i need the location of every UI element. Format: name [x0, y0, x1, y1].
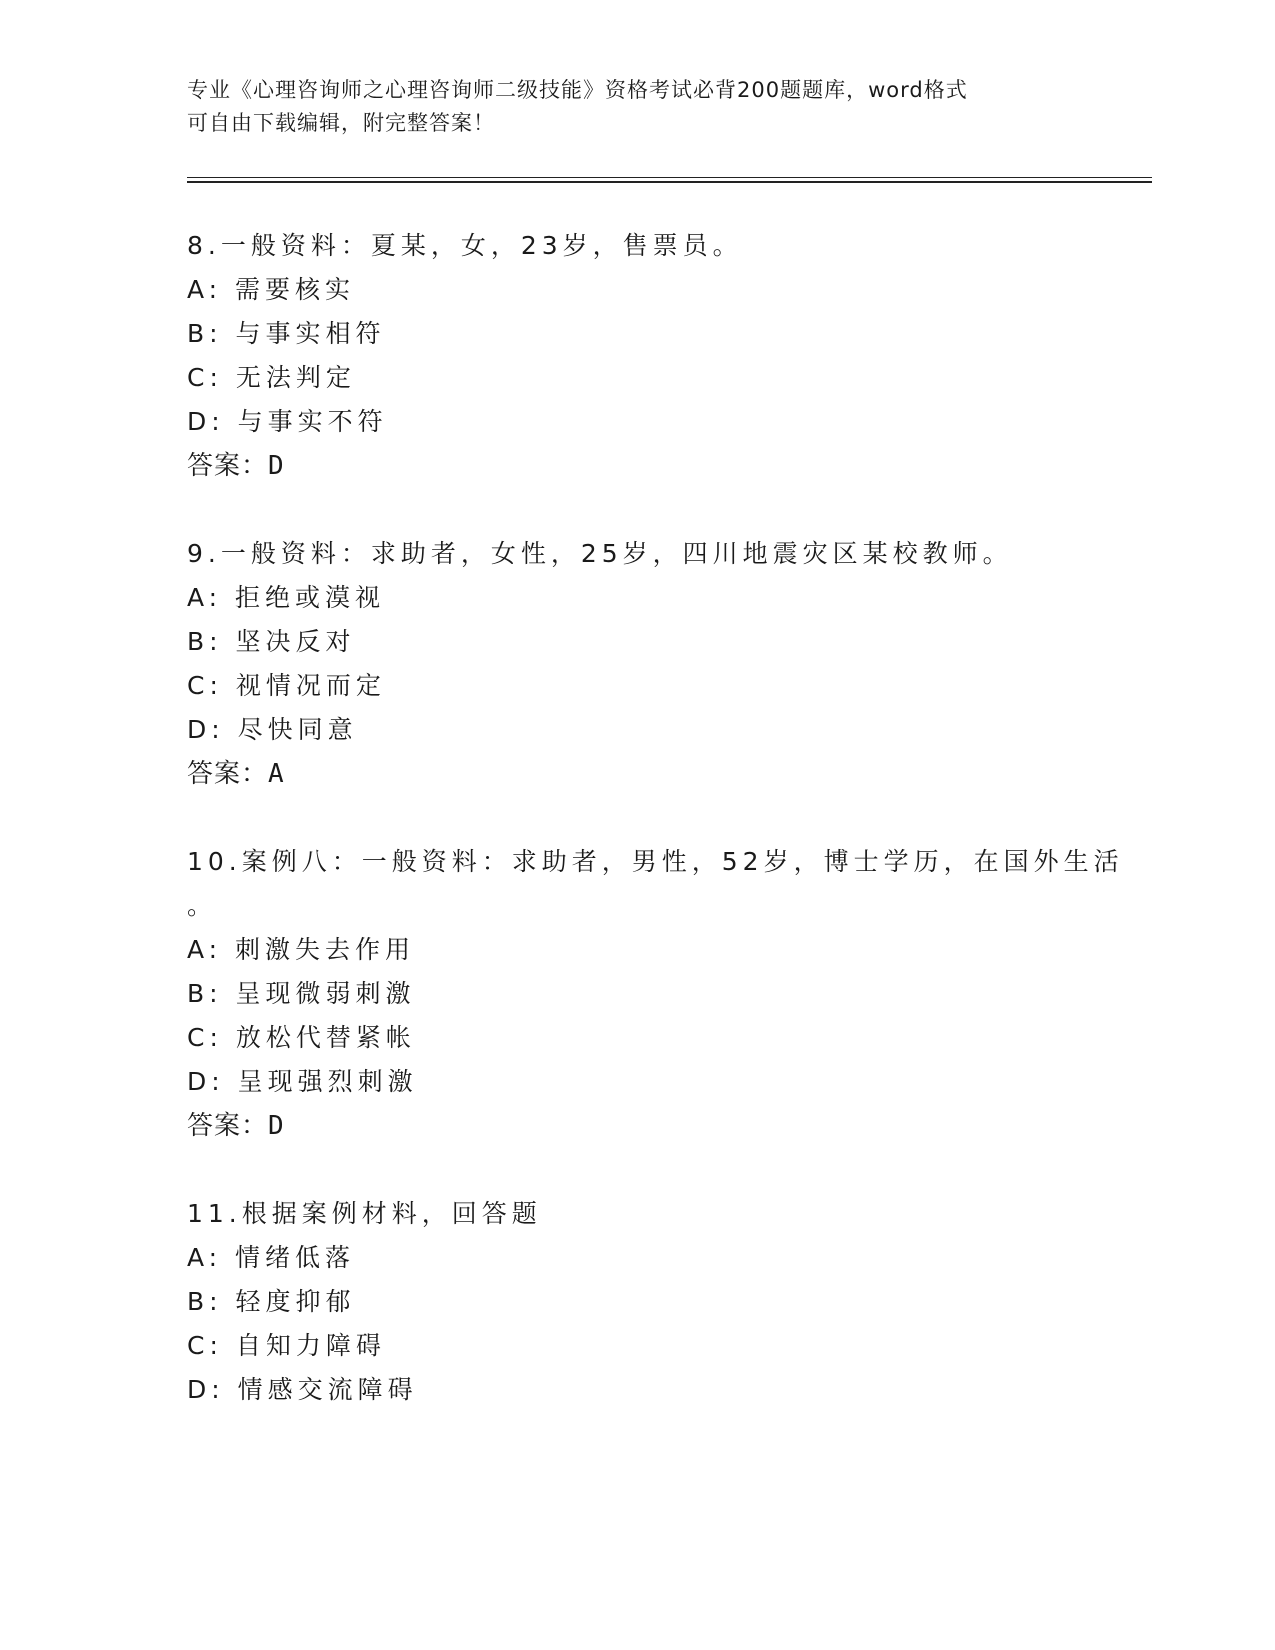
answer-row	[187, 759, 285, 789]
document-header	[187, 74, 1087, 140]
answer-label: 答案：	[187, 1111, 269, 1141]
option-a: A: 情绪低落	[187, 1243, 356, 1272]
answer-value: A	[268, 759, 285, 789]
option-b: B: 呈现微弱刺激	[187, 979, 416, 1008]
option-a: A: 需要核实	[187, 275, 356, 304]
answer-value: D	[268, 1111, 285, 1141]
option-b: B: 与事实相符	[187, 319, 386, 348]
option-b: B: 轻度抑郁	[187, 1287, 356, 1316]
header-rule-top	[187, 177, 1152, 178]
option-c: C: 视情况而定	[187, 671, 386, 700]
question-stem: 11.根据案例材料，回答题	[187, 1199, 542, 1228]
option-d: D: 情感交流障碍	[187, 1375, 418, 1404]
option-a: A: 拒绝或漠视	[187, 583, 386, 612]
question-stem: 8.一般资料：夏某，女，23岁，售票员。	[187, 231, 743, 260]
header-line-2: 可自由下载编辑，附完整答案！	[187, 111, 495, 135]
option-b: B: 坚决反对	[187, 627, 356, 656]
answer-label: 答案：	[187, 451, 269, 481]
header-line-1: 专业《心理咨询师之心理咨询师二级技能》资格考试必背200题题库，word格式	[187, 78, 968, 102]
option-a: A: 刺激失去作用	[187, 935, 416, 964]
option-c: C: 无法判定	[187, 363, 356, 392]
question-stem-continuation: 。	[187, 891, 218, 920]
question-stem: 9.一般资料：求助者，女性，25岁，四川地震灾区某校教师。	[187, 539, 1013, 568]
answer-row	[187, 451, 285, 481]
answer-label: 答案：	[187, 759, 269, 789]
option-c: C: 放松代替紧帐	[187, 1023, 416, 1052]
answer-row	[187, 1111, 285, 1141]
answer-value: D	[268, 451, 285, 481]
question-stem: 10.案例八：一般资料：求助者，男性，52岁，博士学历，在国外生活	[187, 847, 1124, 876]
header-rule-bottom	[187, 181, 1152, 183]
option-d: D: 尽快同意	[187, 715, 358, 744]
option-c: C: 自知力障碍	[187, 1331, 386, 1360]
option-d: D: 与事实不符	[187, 407, 388, 436]
option-d: D: 呈现强烈刺激	[187, 1067, 418, 1096]
